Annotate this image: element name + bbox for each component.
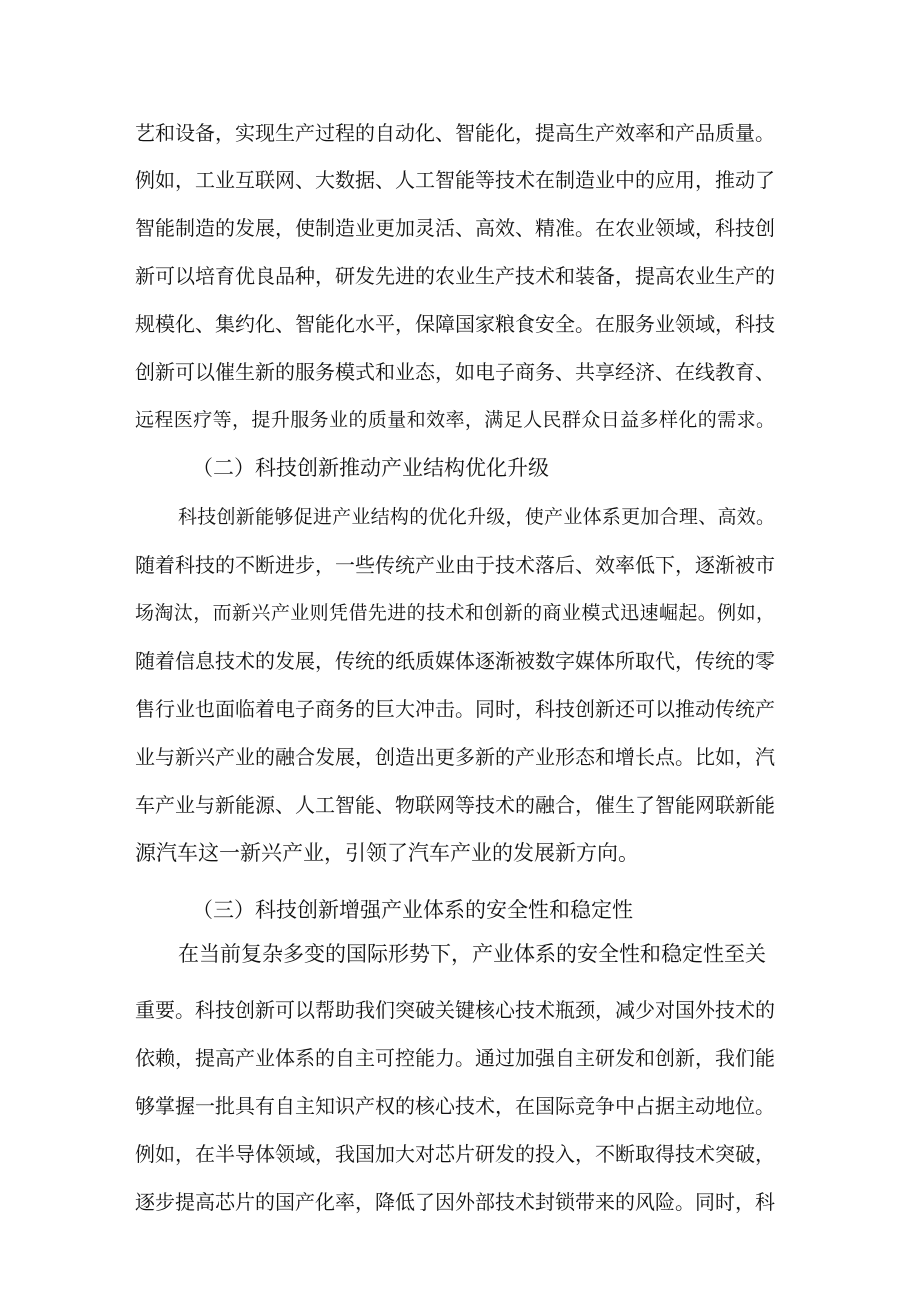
paragraph-2-line-7: 车产业与新能源、人工智能、物联网等技术的融合，催生了智能网联新能 bbox=[135, 793, 775, 817]
paragraph-3-line-5: 例如，在半导体领域，我国加大对芯片研发的投入，不断取得技术突破， bbox=[135, 1142, 775, 1166]
paragraph-2-line-1: 科技创新能够促进产业结构的优化升级，使产业体系更加合理、高效。 bbox=[178, 506, 775, 528]
paragraph-1-line-4: 新可以培育优良品种，研发先进的农业生产技术和装备，提高农业生产的 bbox=[135, 264, 775, 288]
paragraph-2-line-2: 随着科技的不断进步，一些传统产业由于技术落后、效率低下，逐渐被市 bbox=[135, 553, 775, 577]
paragraph-3-line-1: 在当前复杂多变的国际形势下，产业体系的安全性和稳定性至关 bbox=[178, 942, 766, 966]
paragraph-1-line-1: 艺和设备，实现生产过程的自动化、智能化，提高生产效率和产品质量。 bbox=[135, 121, 775, 145]
paragraph-3-line-4: 够掌握一批具有自主知识产权的核心技术，在国际竞争中占据主动地位。 bbox=[135, 1094, 775, 1118]
paragraph-1-line-6: 创新可以催生新的服务模式和业态，如电子商务、共享经济、在线教育、 bbox=[135, 360, 775, 384]
paragraph-3-line-2: 重要。科技创新可以帮助我们突破关键核心技术瓶颈，减少对国外技术的 bbox=[135, 998, 775, 1022]
paragraph-1-line-7: 远程医疗等，提升服务业的质量和效率，满足人民群众日益多样化的需求。 bbox=[135, 409, 775, 431]
paragraph-1-line-2: 例如，工业互联网、大数据、人工智能等技术在制造业中的应用，推动了 bbox=[135, 168, 775, 192]
paragraph-3-line-3: 依赖，提高产业体系的自主可控能力。通过加强自主研发和创新，我们能 bbox=[135, 1046, 775, 1070]
section-heading-2: （二）科技创新推动产业结构优化升级 bbox=[192, 456, 549, 480]
paragraph-1-line-3: 智能制造的发展，使制造业更加灵活、高效、精准。在农业领域，科技创 bbox=[135, 216, 775, 240]
paragraph-2-line-3: 场淘汰，而新兴产业则凭借先进的技术和创新的商业模式迅速崛起。例如， bbox=[135, 602, 775, 624]
paragraph-1-line-5: 规模化、集约化、智能化水平，保障国家粮食安全。在服务业领域，科技 bbox=[135, 312, 775, 336]
section-heading-3: （三）科技创新增强产业体系的安全性和稳定性 bbox=[192, 898, 633, 922]
paragraph-2-line-5: 售行业也面临着电子商务的巨大冲击。同时，科技创新还可以推动传统产 bbox=[135, 697, 775, 721]
paragraph-2-line-8: 源汽车这一新兴产业，引领了汽车产业的发展新方向。 bbox=[135, 841, 639, 865]
paragraph-3-line-6: 逐步提高芯片的国产化率，降低了因外部技术封锁带来的风险。同时，科 bbox=[135, 1190, 775, 1214]
paragraph-2-line-6: 业与新兴产业的融合发展，创造出更多新的产业形态和增长点。比如，汽 bbox=[135, 745, 775, 769]
paragraph-2-line-4: 随着信息技术的发展，传统的纸质媒体逐渐被数字媒体所取代，传统的零 bbox=[135, 649, 775, 673]
